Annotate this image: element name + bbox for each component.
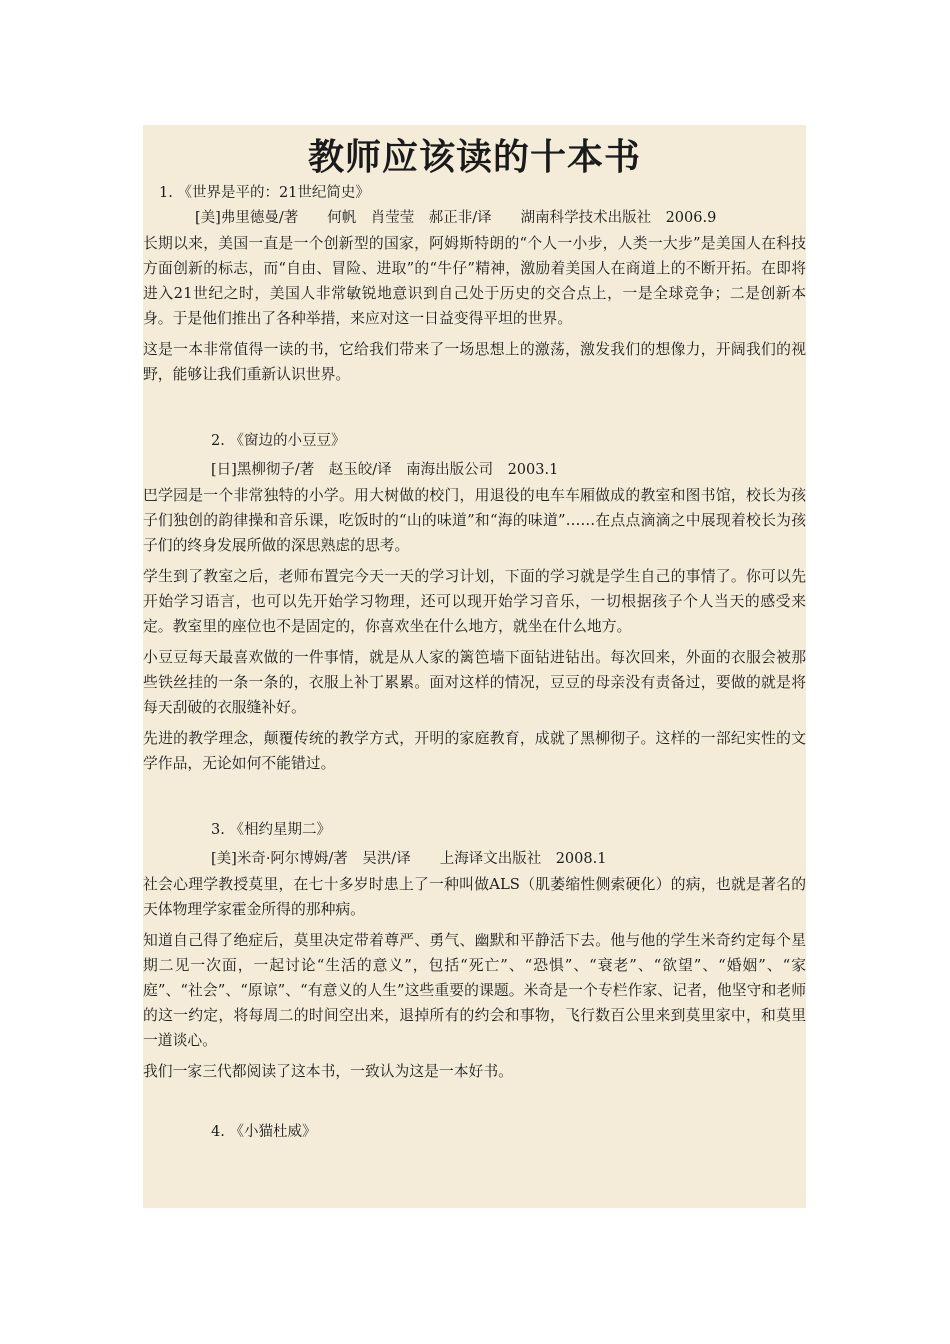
- book-paragraph: 长期以来，美国一直是一个创新型的国家，阿姆斯特朗的“个人一小步，人类一大步”是美国人在科技方面创新的标志，而“自由、冒险、进取”的“牛仔”精神，激励着美国人在商道上的不断开拓。在即将进入21世纪之时，美国人非常敏锐地意识到自己处于历史的交合点上，一是全球竞争；二是创新本身。于是他们推出了各种举措，来应对这一日益变得平坦的世界。: [143, 235, 806, 327]
- document-page: [143, 125, 806, 1208]
- book-paragraph: 小豆豆每天最喜欢做的一件事情，就是从人家的篱笆墙下面钻进钻出。每次回来，外面的衣服会被那些铁丝挂的一条一条的，衣服上补丁累累。面对这样的情况，豆豆的母亲没有责备过，要做的就是将每天刮破的衣服缝补好。: [143, 649, 806, 716]
- book-meta: [美]弗里德曼/著 何帆 肖莹莹 郝正非/译 湖南科学技术出版社 2006.9: [195, 210, 717, 226]
- book-meta: [日]黑柳彻子/著 赵玉皎/译 南海出版公司 2003.1: [211, 462, 559, 478]
- book-paragraph: 知道自己得了绝症后，莫里决定带着尊严、勇气、幽默和平静活下去。他与他的学生米奇约定每个星期二见一次面，一起讨论“生活的意义”，包括“死亡”、“恐惧”、“衰老”、“欲望”、“婚姻”、“家庭”、“社会”、“原谅”、“有意义的人生”这些重要的课题。米奇是一个专栏作家、记者，他坚守和老师的这一约定，将每周二的时间空出来，退掉所有的约会和事物，飞行数百公里来到莫里家中，和莫里一道谈心。: [143, 932, 806, 1049]
- book-heading: 1. 《世界是平的：21世纪简史》: [159, 185, 370, 201]
- book-paragraph: 我们一家三代都阅读了这本书，一致认为这是一本好书。: [143, 1063, 513, 1080]
- book-entry-4: [143, 1120, 806, 1145]
- page-title: 教师应该读的十本书: [307, 136, 641, 178]
- book-heading: 2. 《窗边的小豆豆》: [211, 433, 346, 449]
- book-meta: [美]米奇·阿尔博姆/著 吴洪/译 上海译文出版社 2008.1: [211, 851, 607, 867]
- section-gap: [143, 1090, 806, 1120]
- book-paragraph: 社会心理学教授莫里，在七十多岁时患上了一种叫做ALS（肌萎缩性侧索硬化）的病，也就是著名的天体物理学家霍金所得的那种病。: [143, 876, 806, 918]
- book-paragraph: 这是一本非常值得一读的书，它给我们带来了一场思想上的激荡，激发我们的想像力，开阔我们的视野，能够让我们重新认识世界。: [143, 341, 806, 383]
- section-gap: [143, 782, 806, 818]
- book-paragraph: 巴学园是一个非常独特的小学。用大树做的校门，用退役的电车车厢做成的教室和图书馆，校长为孩子们独创的韵律操和音乐课，吃饭时的“山的味道”和“海的味道”……在点点滴滴之中展现着校长为孩子们的终身发展所做的深思熟虑的思考。: [143, 487, 806, 554]
- book-entry-1: [143, 181, 806, 387]
- section-gap: [143, 393, 806, 429]
- book-heading: 3. 《相约星期二》: [211, 822, 331, 838]
- book-paragraph: 学生到了教室之后，老师布置完今天一天的学习计划，下面的学习就是学生自己的事情了。你可以先开始学习语言，也可以先开始学习物理，还可以现开始学习音乐，一切根据孩子个人当天的感受来定。教室里的座位也不是固定的，你喜欢坐在什么地方，就坐在什么地方。: [143, 568, 806, 635]
- book-entry-3: [143, 818, 806, 1084]
- book-entry-2: [143, 429, 806, 776]
- book-heading: 4. 《小猫杜威》: [211, 1124, 317, 1140]
- book-paragraph: 先进的教学理念，颠覆传统的教学方式，开明的家庭教育，成就了黑柳彻子。这样的一部纪实性的文学作品，无论如何不能错过。: [143, 730, 806, 772]
